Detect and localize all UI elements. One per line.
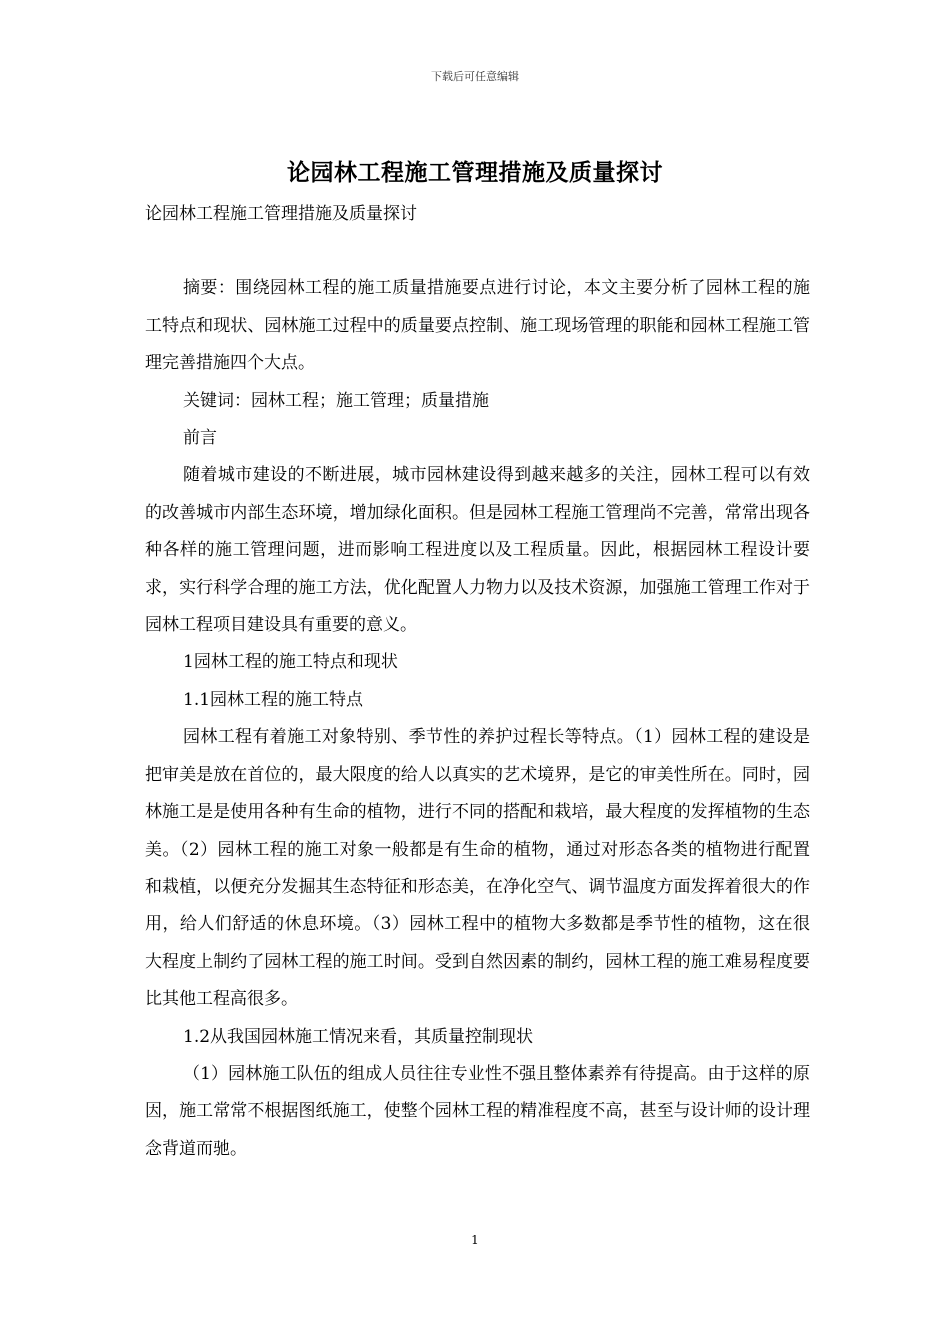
abstract-paragraph: 摘要：围绕园林工程的施工质量措施要点进行讨论，本文主要分析了园林工程的施工特点和现状、园林施工过程中的质量要点控制、施工现场管理的职能和园林工程施工管理完善措施四个大点。 (145, 278, 810, 374)
section-heading-1-1: 1.1园林工程的施工特点 (183, 689, 364, 710)
preface-heading: 前言 (183, 428, 217, 449)
document-title: 论园林工程施工管理措施及质量探讨 (287, 159, 663, 186)
page-number: 1 (471, 1233, 479, 1247)
body-paragraph: 园林工程有着施工对象特别、季节性的养护过程长等特点。（1）园林工程的建设是把审美是放在首位的，最大限度的给人以真实的艺术境界，是它的审美性所在。同时，园林施工是是使用各种有生命的植物，进行不同的搭配和栽培，最大程度的发挥植物的生态美。（2）园林工程的施工对象一般都是有生命的植物，通过对形态各类的植物进行配置和栽植，以便充分发掘其生态特征和形态美，在净化空气、调节温度方面发挥着很大的作用，给人们舒适的休息环境。（3）园林工程中的植物大多数都是季节性的植物，这在很大程度上制约了园林工程的施工时间。受到自然因素的制约，园林工程的施工难易程度要比其他工程高很多。 (145, 727, 810, 1010)
body-paragraph: （1）园林施工队伍的组成人员往往专业性不强且整体素养有待提高。由于这样的原因，施工常常不根据图纸施工，使整个园林工程的精准程度不高，甚至与设计师的设计理念背道而驰。 (145, 1063, 810, 1159)
section-heading-1: 1园林工程的施工特点和现状 (183, 652, 398, 673)
keywords-paragraph: 关键词：园林工程；施工管理；质量措施 (183, 390, 489, 411)
document-body (145, 196, 810, 1168)
document-subtitle: 论园林工程施工管理措施及质量探讨 (145, 204, 417, 224)
section-heading-1-2: 1.2从我国园林施工情况来看，其质量控制现状 (183, 1026, 534, 1047)
preface-paragraph: 随着城市建设的不断进展，城市园林建设得到越来越多的关注，园林工程可以有效的改善城市内部生态环境，增加绿化面积。但是园林工程施工管理尚不完善，常常出现各种各样的施工管理问题，进而影响工程进度以及工程质量。因此，根据园林工程设计要求，实行科学合理的施工方法，优化配置人力物力以及技术资源，加强施工管理工作对于园林工程项目建设具有重要的意义。 (145, 465, 810, 636)
header-note: 下载后可任意编辑 (431, 70, 519, 83)
